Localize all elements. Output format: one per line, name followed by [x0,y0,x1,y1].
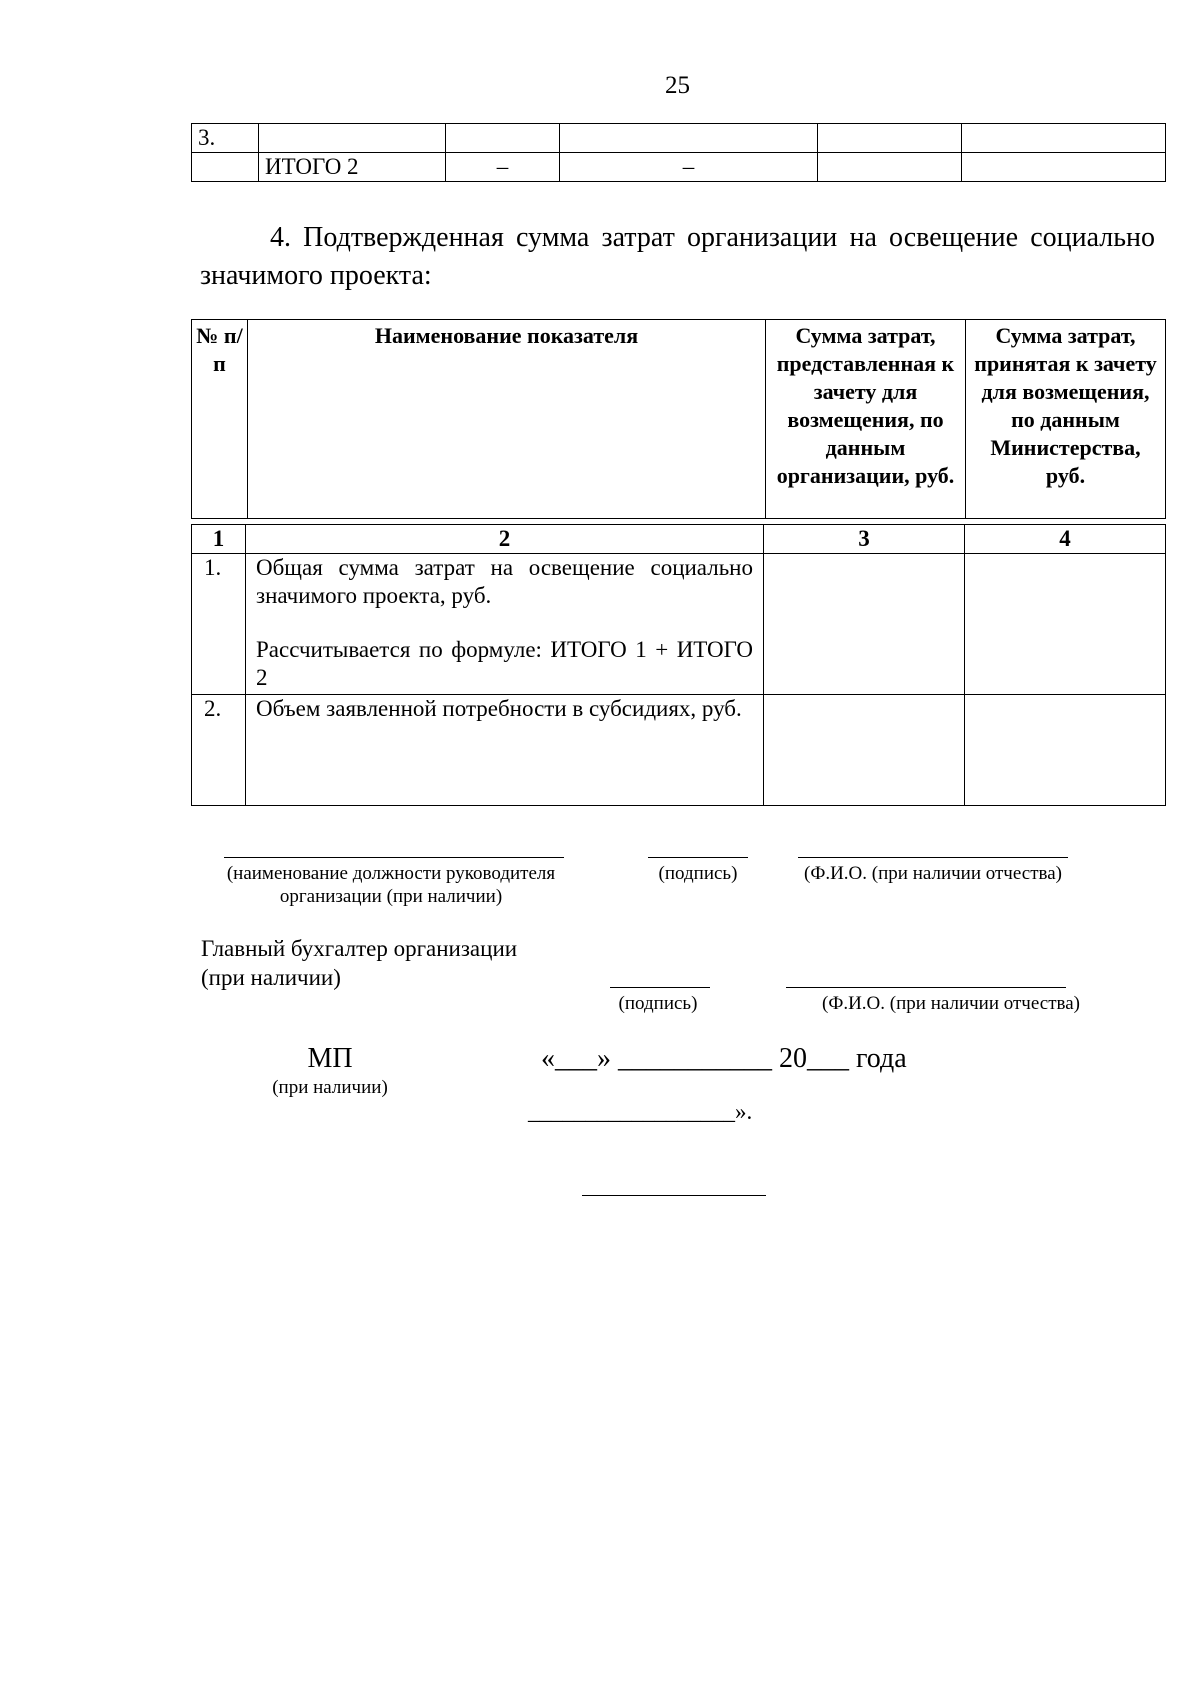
page-number: 25 [665,72,690,99]
table-row [192,695,1166,806]
signature-caption: (подпись) [658,863,738,884]
costs-table [191,524,1166,806]
stamp-label: МП [307,1043,353,1074]
table-cell [192,153,259,182]
table-cell: 3. [192,124,259,153]
end-divider [582,1195,766,1196]
row-number: 1. [192,554,246,695]
signature-line [610,987,710,988]
table-cell [818,124,962,153]
chief-accountant-note: (при наличии) [201,965,341,990]
table-cell [764,695,965,806]
row-text: Общая сумма затрат на освещение социально значимого проекта, руб. [256,555,753,608]
fio-caption: (Ф.И.О. (при наличии отчества) [804,863,1062,884]
fio-caption: (Ф.И.О. (при наличии отчества) [822,993,1080,1014]
section-4-heading: 4. Подтвержденная сумма затрат организации на освещение социально значимого проекта: [200,222,1155,291]
costs-table-header [191,319,1166,519]
table-cell [962,124,1166,153]
position-caption: (наименование должности руководителя организации (при наличии) [226,863,556,907]
table-header-row [192,320,1166,519]
table-cell [965,554,1166,695]
top-costs-table [191,123,1166,182]
table-cell [962,153,1166,182]
column-number: 1 [192,525,246,554]
position-line [224,857,564,858]
itogo-2-label: ИТОГО 2 [259,153,446,182]
header-ministry-sum: Сумма затрат, принятая к зачету для возмещения, по данным Министерства, руб. [966,320,1166,519]
column-number: 2 [246,525,764,554]
column-number-row [192,525,1166,554]
column-number: 3 [764,525,965,554]
row-formula: Рассчитывается по формуле: ИТОГО 1 + ИТОГО 2 [256,637,753,690]
table-cell [965,695,1166,806]
date-line-continuation: __________________». [528,1099,753,1124]
column-number: 4 [965,525,1166,554]
table-row [192,554,1166,695]
fio-line [786,987,1066,988]
header-number: № п/п [192,320,248,519]
table-cell [446,124,560,153]
header-org-sum: Сумма затрат, представленная к зачету для возмещения, по данным организации, руб. [766,320,966,519]
stamp-note: (при наличии) [272,1077,388,1098]
table-cell [764,554,965,695]
chief-accountant-label: Главный бухгалтер организации [201,936,518,961]
date-line: «___» ___________ 20___ года [541,1043,907,1074]
signature-caption: (подпись) [618,993,698,1014]
table-cell: – [560,153,818,182]
fio-line [798,857,1068,858]
table-cell [560,124,818,153]
signature-line [648,857,748,858]
table-cell: – [446,153,560,182]
table-cell [818,153,962,182]
row-indicator: Объем заявленной потребности в субсидиях, руб. [246,695,764,806]
table-row [192,124,1166,153]
row-number: 2. [192,695,246,806]
table-row [192,153,1166,182]
header-indicator-name: Наименование показателя [248,320,766,519]
table-cell [259,124,446,153]
row-indicator [246,554,764,695]
